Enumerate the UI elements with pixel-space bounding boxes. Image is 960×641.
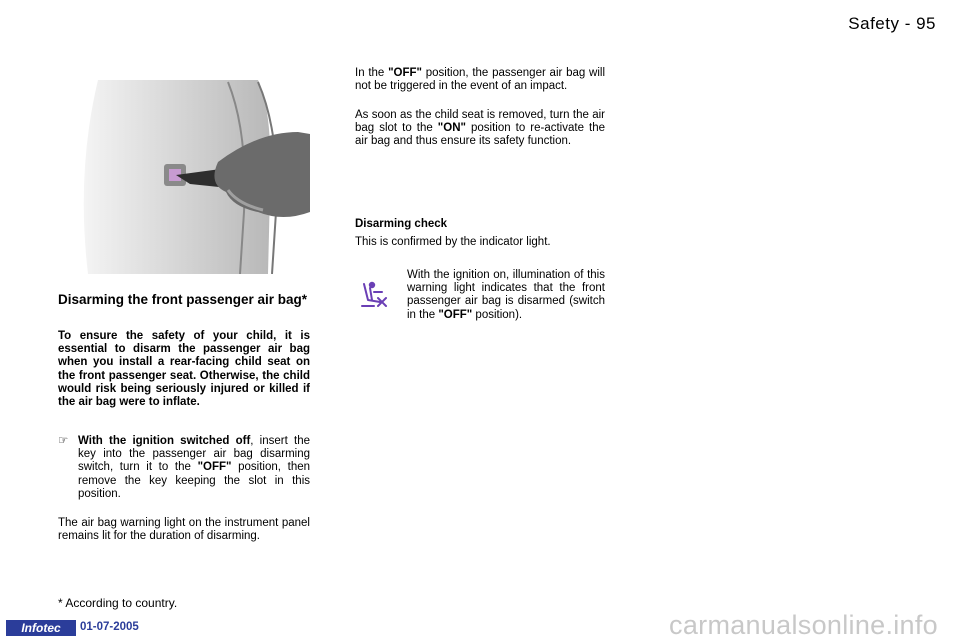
watermark: carmanualsonline.info [669, 610, 938, 640]
instruction-bullet [58, 435, 310, 501]
bullet-lead: With the ignition switched off [78, 435, 251, 447]
p2-text-a: As soon as the child seat is removed, turn the air bag slot to the [355, 109, 605, 135]
disarming-check-heading: Disarming check [355, 218, 448, 230]
on-label: "ON" [437, 122, 466, 135]
edition-date: 01-07-2005 [80, 621, 139, 633]
page-title: Safety - 95 [848, 14, 936, 33]
infotec-badge: Infotec [6, 620, 76, 636]
pointing-hand-icon: ☞ [58, 435, 69, 447]
p4-text-b: position). [472, 308, 523, 321]
bullet-text-a: , insert the key into the passenger air bag disarming switch, turn it to the [78, 435, 310, 474]
p1-text-b: position, the passenger air bag will not be triggered in the event of an impact. [355, 67, 605, 93]
warning-light-description [407, 269, 605, 322]
off-label: "OFF" [197, 461, 232, 474]
reactivate-paragraph [355, 109, 605, 149]
off-label: "OFF" [388, 67, 422, 79]
p1-text-a: In the [355, 67, 389, 79]
section-heading: Disarming the front passenger air bag* [58, 292, 308, 307]
indicator-paragraph: This is confirmed by the indicator light. [355, 236, 551, 248]
airbag-off-warning-icon [358, 280, 390, 310]
off-position-paragraph [355, 67, 605, 93]
off-label: "OFF" [438, 308, 473, 321]
bullet-text-b: position, then remove the key keeping the slot in this position. [78, 461, 311, 500]
footnote: * According to country. [58, 596, 178, 610]
key-in-airbag-switch-photo [58, 72, 310, 274]
p2-text-b: position to re-activate the air bag and thus ensure its safety function. [355, 122, 605, 148]
safety-warning: To ensure the safety of your child, it is essential to disarm the passenger air bag when you install a rear-facing child seat on the front passenger seat. Otherwise, the child would risk being seriously injured or killed if the air bag were to inflate. [58, 330, 310, 409]
warning-light-paragraph: The air bag warning light on the instrument panel remains lit for the duration of disarming. [58, 517, 310, 543]
p4-text-a: With the ignition on, illumination of this warning light indicates that the front passenger air bag is disarmed (switch in the [407, 269, 605, 321]
